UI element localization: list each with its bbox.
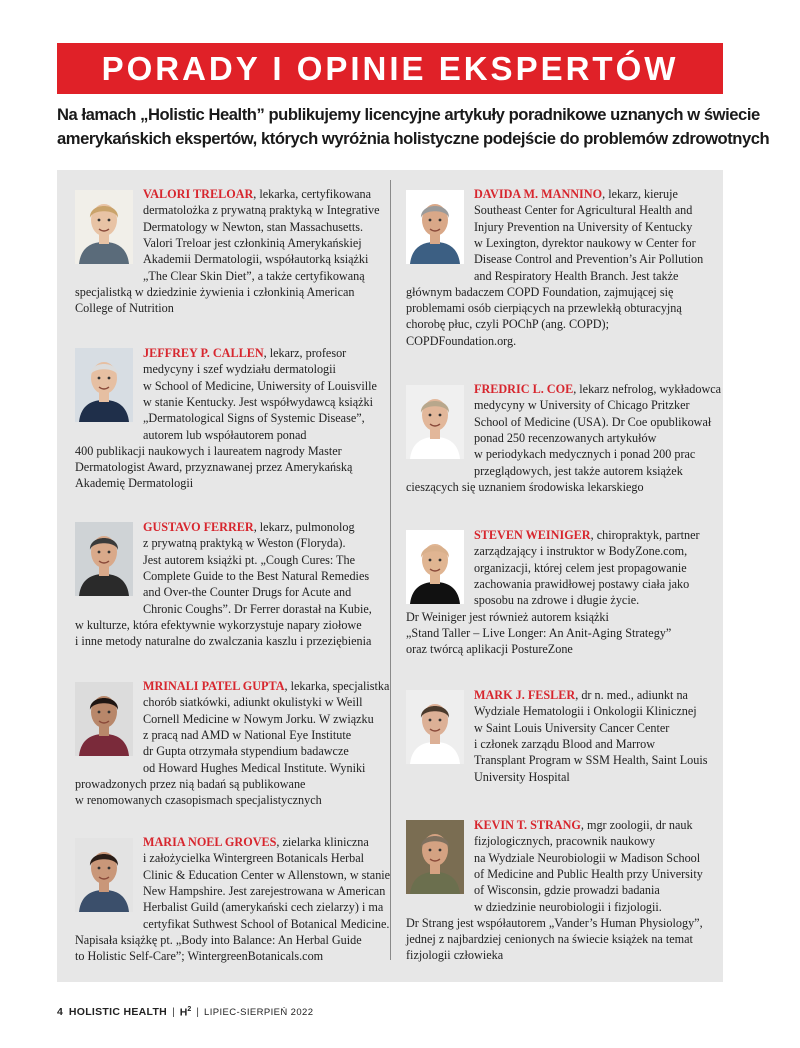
expert-bio-line: Akademię Dermatologii bbox=[75, 476, 194, 491]
expert-bio-line: of Wisconsin, gdzie prowadzi badania bbox=[474, 883, 660, 898]
expert-bio-line: of Medicine and Public Health przy University bbox=[474, 866, 703, 881]
expert-bio-line: 400 publikacji naukowych i laureatem nagrody Master bbox=[75, 443, 342, 458]
expert-bio-line: problemami osób cierpiących na przewlekłą obturacyjną bbox=[406, 301, 682, 316]
expert-name: VALORI TRELOAR bbox=[143, 187, 254, 201]
expert-bio-line bbox=[143, 519, 355, 535]
expert-name: JEFFREY P. CALLEN bbox=[143, 346, 264, 360]
expert-bio-line: w dziedzinie neurobiologii i fizjologii. bbox=[474, 899, 662, 914]
expert-bio-line: zachowania prawidłowej postawy ciała jako bbox=[474, 576, 690, 591]
expert-photo bbox=[75, 522, 133, 596]
expert-bio-line: z pracą nad AMD w National Eye Institute bbox=[143, 727, 352, 742]
expert-bio-line: Complete Guide to the Best Natural Remedies bbox=[143, 568, 370, 583]
expert-bio-line bbox=[143, 186, 371, 202]
expert-title: , zielarka kliniczna bbox=[276, 835, 369, 849]
expert-bio-line: organizacji, której celem jest propagowanie bbox=[474, 560, 687, 575]
issue-date: LIPIEC-SIERPIEŃ 2022 bbox=[204, 1006, 314, 1018]
expert-bio-line: sposobu na zdrowe i długie życie. bbox=[474, 593, 640, 608]
expert-bio-line: medycyny w University of Chicago Pritzker bbox=[474, 398, 690, 413]
expert-title: , mgr zoologii, dr nauk bbox=[580, 818, 693, 832]
footer-separator: | bbox=[196, 1006, 200, 1018]
expert-title: , chiropraktyk, partner bbox=[590, 528, 700, 542]
intro-line: Na łamach „Holistic Health” publikujemy licencyjne artykuły poradnikowe uznanych w świecie bbox=[57, 105, 760, 124]
expert-bio-line: i członek zarządu Blood and Marrow bbox=[474, 736, 656, 751]
expert-bio-line bbox=[143, 834, 369, 850]
expert-bio-line: cieszących się uznaniem środowiska lekarskiego bbox=[406, 479, 644, 494]
expert-bio-line: dr Gupta otrzymała stypendium badawcze bbox=[143, 744, 349, 759]
expert-bio-line: fizjologii człowieka bbox=[406, 948, 504, 963]
expert-bio-line: w Lexington, dyrektor naukowy w Center for bbox=[474, 235, 696, 250]
expert-bio-line: and Over-the Counter Drugs for Acute and bbox=[143, 585, 352, 600]
expert-bio-line: Dermatologist Award, przyznawanej przez Amerykańską bbox=[75, 460, 353, 475]
expert-bio-line: w School of Medicine, Uniwersity of Louisville bbox=[143, 378, 377, 393]
expert-bio-line: Disease Control and Prevention’s Air Pollution bbox=[474, 252, 704, 267]
expert-photo bbox=[406, 190, 464, 264]
expert-bio-line bbox=[474, 186, 678, 202]
expert-bio-line: certyfikat Suthwest School of Botanical Medicine. bbox=[143, 916, 390, 931]
column-divider bbox=[390, 180, 391, 960]
expert-bio-line: chorobę płuc, czyli POChP (ang. COPD); bbox=[406, 317, 609, 332]
expert-photo bbox=[406, 820, 464, 894]
expert-bio-line: COPDFoundation.org. bbox=[406, 333, 517, 348]
expert-bio-line: „The Clear Skin Diet”, a także certyfikowaną bbox=[143, 268, 365, 283]
expert-bio-line: Transplant Program w SSM Health, Saint Louis bbox=[474, 753, 708, 768]
expert-bio-line bbox=[474, 527, 700, 543]
expert-name: KEVIN T. STRANG bbox=[474, 818, 581, 832]
expert-name: DAVIDA M. MANNINO bbox=[474, 187, 603, 201]
expert-photo bbox=[75, 348, 133, 422]
expert-bio-line bbox=[143, 345, 346, 361]
expert-bio-line: College of Nutrition bbox=[75, 301, 174, 316]
expert-bio-line: dermatolożka z prywatną praktyką w Integrative bbox=[143, 203, 380, 218]
expert-bio-line: Akademii Dermatologii, współautorką książki bbox=[143, 252, 369, 267]
expert-name: FREDRIC L. COE bbox=[474, 382, 574, 396]
footer-separator: | bbox=[172, 1006, 175, 1018]
intro-line: amerykańskich ekspertów, których wyróżnia holistyczne podejście do problemów zdrowotnych bbox=[57, 129, 770, 148]
expert-bio-line: i założycielka Wintergreen Botanicals Herbal bbox=[143, 851, 365, 866]
expert-photo bbox=[75, 682, 133, 756]
magazine-logo-h2: $H^2$ bbox=[179, 1005, 192, 1019]
expert-bio-line: Clinic & Education Center w Allenstown, w stanie bbox=[143, 867, 391, 882]
expert-title: , dr n. med., adiunkt na bbox=[575, 688, 688, 702]
expert-photo bbox=[406, 690, 464, 764]
expert-bio-line: University Hospital bbox=[474, 769, 570, 784]
expert-bio-line: specjalistką w dziedzinie żywienia i członkinią American bbox=[75, 284, 355, 299]
expert-bio-line: Herbalist Guild (amerykański cech zielarzy) i ma bbox=[143, 900, 384, 915]
expert-bio-line: Valori Treloar jest członkinią Amerykańskiej bbox=[143, 235, 362, 250]
expert-bio-line: Chronic Coughs”. Dr Ferrer dorastał na Kubie, bbox=[143, 601, 372, 616]
expert-title: , lekarz, pulmonolog bbox=[253, 520, 355, 534]
expert-bio-line: w kulturze, która efektywnie wykorzystuje napary ziołowe bbox=[75, 617, 362, 632]
expert-bio-line: Southeast Center for Agricultural Health and bbox=[474, 203, 693, 218]
expert-bio-line: Cornell Medicine w Nowym Jorku. W związku bbox=[143, 711, 374, 726]
expert-bio-line bbox=[474, 381, 721, 397]
expert-bio-line: „Dermatological Signs of Systemic Disease”, bbox=[143, 411, 365, 426]
expert-bio-line: od Howard Hughes Medical Institute. Wyniki bbox=[143, 760, 366, 775]
expert-photo bbox=[75, 190, 133, 264]
magazine-name: HOLISTIC HEALTH bbox=[68, 1006, 168, 1018]
expert-bio-line: ponad 250 recenzowanych artykułów bbox=[474, 430, 657, 445]
expert-bio-line: Jest autorem książki pt. „Cough Cures: The bbox=[143, 552, 356, 567]
expert-bio-line: zarządzający i instruktor w BodyZone.com, bbox=[474, 544, 688, 559]
expert-bio-line: oraz twórcą aplikacji PostureZone bbox=[406, 642, 573, 657]
expert-bio-line: Wydziale Hematologii i Onkologii Klinicznej bbox=[474, 704, 697, 719]
expert-bio-line: w renomowanych czasopismach specjalistycznych bbox=[75, 793, 322, 808]
expert-bio-line bbox=[143, 678, 389, 694]
expert-bio-line: na Wydziale Neurobiologii w Madison School bbox=[474, 850, 701, 865]
expert-name: GUSTAVO FERRER bbox=[143, 520, 254, 534]
section-title-banner bbox=[57, 43, 723, 94]
expert-name: STEVEN WEINIGER bbox=[474, 528, 591, 542]
expert-bio-line: autorem lub współautorem ponad bbox=[143, 427, 307, 442]
expert-name: MARK J. FESLER bbox=[474, 688, 576, 702]
expert-title: , lekarka, specjalistka bbox=[284, 679, 390, 693]
expert-photo bbox=[406, 530, 464, 604]
expert-title: , lekarz nefrolog, wykładowca bbox=[573, 382, 722, 396]
page-footer bbox=[57, 1005, 313, 1019]
expert-bio-line: to Holistic Self-Care”; WintergreenBotanicals.com bbox=[75, 949, 324, 964]
expert-bio-line: medycyny i szef wydziału dermatologii bbox=[143, 362, 336, 377]
expert-bio-line: „Stand Taller – Live Longer: An Anit-Aging Strategy” bbox=[406, 625, 672, 640]
expert-bio-line: Dr Strang jest współautorem „Vander’s Human Physiology”, bbox=[406, 915, 703, 930]
expert-bio-line: w stanie Kentucky. Jest współwydawcą książki bbox=[143, 394, 374, 409]
expert-bio-line: Napisała książkę pt. „Body into Balance: An Herbal Guide bbox=[75, 932, 362, 947]
expert-name: MRINALI PATEL GUPTA bbox=[143, 679, 285, 693]
expert-title: , lekarz, profesor bbox=[263, 346, 347, 360]
expert-title: , lekarz, kieruje bbox=[602, 187, 678, 201]
expert-photo bbox=[406, 385, 464, 459]
expert-bio-line bbox=[474, 817, 693, 833]
expert-bio-line: jednej z najbardziej cenionych na świecie książek na temat bbox=[406, 932, 693, 947]
expert-bio-line: fizjologicznych, pracownik naukowy bbox=[474, 834, 656, 849]
expert-bio-line: Dr Weiniger jest również autorem książki bbox=[406, 609, 609, 624]
page-number: 4 bbox=[57, 1006, 63, 1018]
expert-bio-line: chorób siatkówki, adiunkt okulistyki w Weill bbox=[143, 695, 363, 710]
expert-bio-line: and Respiratory Health Branch. Jest także bbox=[474, 268, 679, 283]
expert-bio-line: prowadzonych przez nią badań są publikowane bbox=[75, 776, 306, 791]
expert-bio-line: Injury Prevention na University of Kentucky bbox=[474, 219, 693, 234]
expert-bio-line: School of Medicine (USA). Dr Coe opublikował bbox=[474, 414, 712, 429]
expert-bio-line: w Saint Louis University Cancer Center bbox=[474, 720, 670, 735]
expert-bio-line: w periodykach medycznych i ponad 200 prac bbox=[474, 447, 696, 462]
expert-photo bbox=[75, 838, 133, 912]
expert-bio-line: Dermatology w Newton, stan Massachusetts. bbox=[143, 219, 364, 234]
expert-bio-line bbox=[474, 687, 688, 703]
expert-title: , lekarka, certyfikowana bbox=[253, 187, 372, 201]
expert-bio-line: przeglądowych, jest także autorem książek bbox=[474, 463, 683, 478]
expert-bio-line: i inne metody naturalne do zwalczania kaszlu i przeziębienia bbox=[75, 634, 372, 649]
intro-text bbox=[57, 103, 770, 151]
expert-bio-line: New Hampshire. Jest zarejestrowana w American bbox=[143, 883, 386, 898]
expert-bio-line: z prywatną praktyką w Weston (Floryda). bbox=[143, 536, 346, 551]
section-title: PORADY I OPINIE EKSPERTÓW bbox=[101, 49, 679, 87]
expert-bio-line: głównym badaczem COPD Foundation, zajmującej się bbox=[406, 284, 674, 299]
expert-name: MARIA NOEL GROVES bbox=[143, 835, 277, 849]
